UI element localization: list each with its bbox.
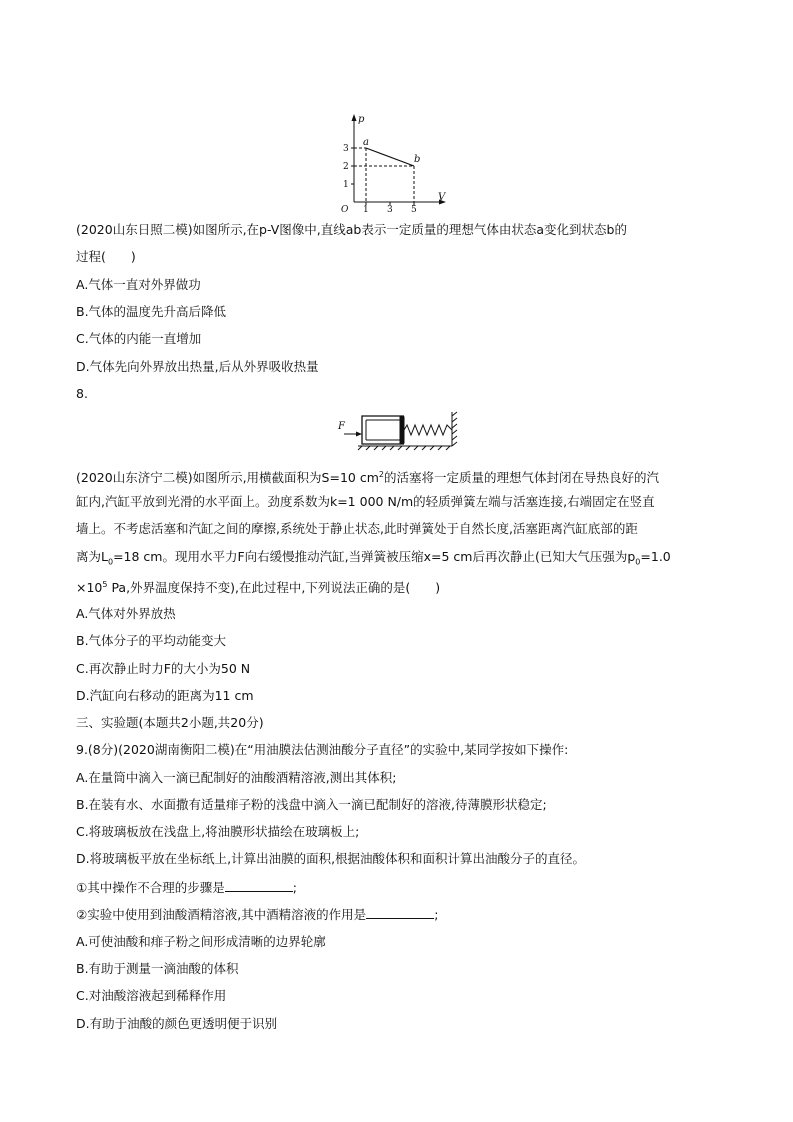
q8-stem-line-4 [76, 549, 671, 571]
v-axis-label: V [438, 192, 446, 203]
q8-stem-4-sub: 0 [107, 557, 114, 567]
q7-stem-line-2: 过程( ) [76, 249, 136, 264]
point-a-label: a [363, 137, 369, 148]
pv-diagram [330, 112, 450, 214]
q8-stem-5-sup: 5 [102, 580, 108, 589]
x-tick-1: 1 [363, 205, 369, 214]
q9-step-a: A.在量筒中滴入一滴已配制好的油酸酒精溶液,测出其体积; [76, 770, 397, 785]
q9-option-d: D.有助于油酸的颜色更透明便于识别 [76, 1016, 278, 1031]
q8-stem-line-2: 缸内,汽缸平放到光滑的水平面上。劲度系数为k=1 000 N/m的轻质弹簧左端与活塞连接,右端固定在竖直 [76, 494, 655, 509]
wall-hatch [452, 412, 457, 446]
x-tick-5: 5 [411, 205, 417, 214]
q9-sub2-text: ②实验中使用到油酸酒精溶液,其中酒精溶液的作用是 [76, 907, 367, 922]
q8-stem-1-sup: 2 [378, 470, 384, 479]
q9-sub1-text: ①其中操作不合理的步骤是 [76, 880, 225, 895]
q9-step-c: C.将玻璃板放在浅盘上,将油膜形状描绘在玻璃板上; [76, 824, 360, 839]
q9-sub-question-2 [76, 906, 438, 923]
p-axis-label: p [358, 114, 365, 125]
q7-stem-line-1: (2020山东日照二模)如图所示,在p-V图像中,直线ab表示一定质量的理想气体由状态a变化到状态b的 [76, 222, 627, 237]
q8-stem-4b: =18 cm。现用水平力F向右缓慢推动汽缸,当弹簧被压缩x=5 cm后再次静止(已知大气压强为p [113, 549, 636, 564]
cylinder-spring-diagram [330, 410, 460, 452]
q8-option-a: A.气体对外界放热 [76, 606, 176, 621]
q8-option-c: C.再次静止时力F的大小为50 N [76, 661, 251, 676]
q8-stem-5b: Pa,外界温度保持不变),在此过程中,下列说法正确的是( ) [107, 580, 441, 596]
line-ab [366, 148, 414, 166]
q8-stem-line-5 [76, 577, 440, 596]
q9-option-c: C.对油酸溶液起到稀释作用 [76, 988, 227, 1003]
y-tick-3: 3 [343, 144, 349, 154]
q8-option-d: D.汽缸向右移动的距离为11 cm [76, 688, 254, 703]
answer-blank-2[interactable] [366, 906, 434, 919]
y-tick-1: 1 [343, 180, 349, 190]
q8-stem-line-3: 墙上。不考虑活塞和汽缸之间的摩擦,系统处于静止状态,此时弹簧处于自然长度,活塞距离汽缸底部的距 [76, 521, 638, 536]
q8-stem-4c: =1.0 [640, 549, 671, 564]
q8-stem-1b: 的活塞将一定质量的理想气体封闭在导热良好的汽 [383, 470, 659, 486]
q7-option-d: D.气体先向外界放出热量,后从外界吸收热量 [76, 359, 319, 374]
q8-number: 8. [76, 386, 88, 401]
q8-stem-1a: (2020山东济宁二模)如图所示,用横截面积为S=10 cm [76, 470, 379, 486]
x-tick-3: 3 [387, 205, 393, 214]
force-label: F [338, 421, 345, 432]
q9-stem: 9.(8分)(2020湖南衡阳二模)在“用油膜法估测油酸分子直径”的实验中,某同学按如下操作: [76, 742, 569, 757]
q9-sub-question-1 [76, 879, 297, 896]
section-3-heading: 三、实验题(本题共2小题,共20分) [76, 715, 264, 730]
spring [404, 425, 452, 435]
q9-step-b: B.在装有水、水面撒有适量痱子粉的浅盘中滴入一滴已配制好的溶液,待薄膜形状稳定; [76, 797, 547, 812]
q9-step-d: D.将玻璃板平放在坐标纸上,计算出油膜的面积,根据油酸体积和面积计算出油酸分子的直径。 [76, 851, 586, 866]
q7-option-c: C.气体的内能一直增加 [76, 331, 202, 346]
q8-option-b: B.气体分子的平均动能变大 [76, 633, 227, 648]
q7-option-a: A.气体一直对外界做功 [76, 277, 201, 292]
ground-hatch [358, 446, 450, 450]
q9-option-b: B.有助于测量一滴油酸的体积 [76, 961, 239, 976]
q8-stem-5a: ×10 [76, 580, 103, 596]
y-tick-2: 2 [343, 162, 349, 172]
answer-blank-1[interactable] [225, 879, 293, 892]
point-b-label: b [414, 154, 421, 165]
q9-option-a: A.可使油酸和痱子粉之间形成清晰的边界轮廓 [76, 934, 326, 949]
piston [400, 417, 404, 443]
q9-sub2-end: ; [434, 907, 439, 922]
q7-option-b: B.气体的温度先升高后降低 [76, 304, 227, 319]
q8-stem-line-1 [76, 467, 659, 486]
origin-label: O [341, 205, 349, 214]
q9-sub1-end: ; [292, 880, 297, 895]
q8-stem-4a: 离为L [76, 549, 108, 564]
q8-stem-4-sub2: 0 [635, 557, 641, 567]
